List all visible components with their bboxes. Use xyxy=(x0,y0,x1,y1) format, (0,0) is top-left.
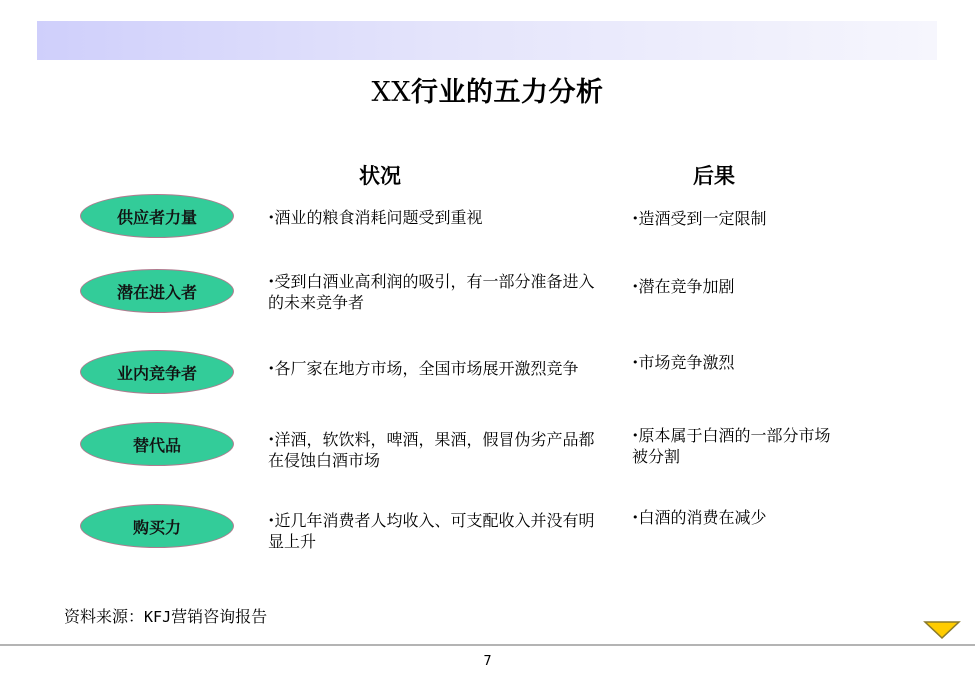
slide-title-prefix: XX xyxy=(371,77,411,108)
page-number: 7 xyxy=(483,654,492,669)
slide-title-main: 行业的五力分析 xyxy=(410,77,604,108)
status-cell xyxy=(268,510,608,552)
result-cell xyxy=(632,276,832,297)
result-text: 原本属于白酒的一部分市场被分割 xyxy=(632,426,831,466)
footer-divider xyxy=(0,644,975,646)
result-text: 市场竞争激烈 xyxy=(638,353,735,372)
factor-pill-substitutes: 替代品 xyxy=(80,422,234,466)
status-text: 酒业的粮食消耗问题受到重视 xyxy=(274,208,483,227)
status-cell xyxy=(268,358,608,379)
bullet-icon: • xyxy=(632,280,639,293)
factor-pill-buying-power: 购买力 xyxy=(80,504,234,548)
column-header-status: 状况 xyxy=(359,164,401,188)
source-text: 营销咨询报告 xyxy=(171,607,268,626)
status-cell xyxy=(268,429,608,471)
bullet-icon: • xyxy=(632,356,639,369)
triangle-down-shape xyxy=(925,622,959,638)
triangle-down-icon[interactable] xyxy=(923,619,961,641)
status-text: 各厂家在地方市场，全国市场展开激烈竞争 xyxy=(274,359,579,378)
slide-title xyxy=(0,70,975,109)
result-cell xyxy=(632,425,832,467)
result-cell xyxy=(632,507,832,528)
factor-pill-industry-competitors: 业内竞争者 xyxy=(80,350,234,394)
status-cell xyxy=(268,271,608,313)
bullet-icon: • xyxy=(268,514,275,527)
factor-pill-potential-entrants: 潜在进入者 xyxy=(80,269,234,313)
status-text: 近几年消费者人均收入、可支配收入并没有明显上升 xyxy=(268,511,595,551)
source-label: 资料来源： xyxy=(64,607,145,626)
bullet-icon: • xyxy=(268,433,275,446)
bullet-icon: • xyxy=(268,275,275,288)
header-band xyxy=(37,21,937,60)
bullet-icon: • xyxy=(632,429,639,442)
result-text: 白酒的消费在减少 xyxy=(638,508,767,527)
source-org: KFJ xyxy=(144,608,172,626)
result-cell xyxy=(632,352,832,373)
result-text: 造酒受到一定限制 xyxy=(638,209,767,228)
status-text: 洋酒，软饮料，啤酒，果酒，假冒伪劣产品都在侵蚀白酒市场 xyxy=(268,430,595,470)
factor-pill-supplier-power: 供应者力量 xyxy=(80,194,234,238)
status-text: 受到白酒业高利润的吸引，有一部分准备进入的未来竞争者 xyxy=(268,272,595,312)
status-cell xyxy=(268,207,608,228)
bullet-icon: • xyxy=(268,362,275,375)
source-note xyxy=(64,604,267,627)
column-header-result: 后果 xyxy=(693,164,735,188)
result-cell xyxy=(632,208,832,229)
bullet-icon: • xyxy=(268,211,275,224)
result-text: 潜在竞争加剧 xyxy=(638,277,735,296)
bullet-icon: • xyxy=(632,212,639,225)
bullet-icon: • xyxy=(632,511,639,524)
